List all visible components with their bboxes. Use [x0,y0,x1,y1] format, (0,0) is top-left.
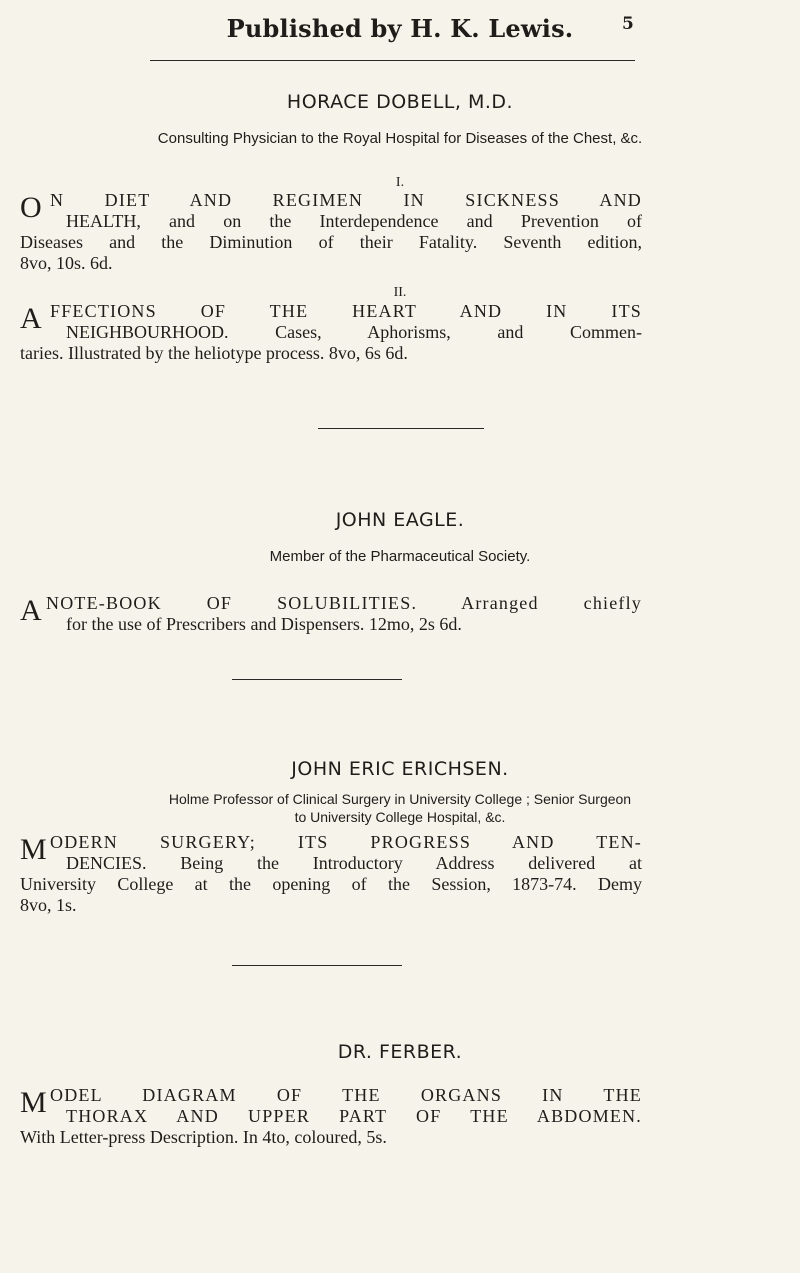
running-title: Published by H. K. Lewis. [226,14,574,43]
book-entry [20,1085,642,1148]
drop-cap: M [20,1086,47,1119]
entry-line: 8vo, 10s. 6d. [20,253,113,273]
entry-line: ODEL DIAGRAM OF THE ORGANS IN THE [50,1085,642,1105]
entry-line: DENCIES. Being the Introductory Address delivered at [66,853,642,873]
book-entry [20,301,642,364]
page-number: 5 [622,14,634,34]
entry-numeral: I. [395,175,405,190]
entry-line: N DIET AND REGIMEN IN SICKNESS AND [50,190,642,210]
section-divider [318,428,484,429]
header-rule [150,60,635,61]
entry-line: ODERN SURGERY; ITS PROGRESS AND TEN- [50,832,642,852]
entry-numeral: II. [393,285,407,300]
drop-cap: M [20,833,47,866]
entry-line: HEALTH, and on the Interdependence and Prevention of [66,211,642,231]
drop-cap: O [20,191,42,224]
author-affiliation: Consulting Physician to the Royal Hospital for Diseases of the Chest, &c. [157,130,643,147]
entry-line: THORAX AND UPPER PART OF THE ABDOMEN. [66,1106,642,1126]
book-entry [20,593,642,635]
author-heading: DR. FERBER. [337,1041,463,1063]
entry-line: With Letter-press Description. In 4to, coloured, 5s. [20,1127,387,1147]
entry-line: 8vo, 1s. [20,895,77,915]
drop-cap: A [20,594,42,627]
book-entry [20,190,642,274]
drop-cap: A [20,302,42,335]
author-heading: JOHN ERIC ERICHSEN. [291,758,509,780]
entry-line: FFECTIONS OF THE HEART AND IN ITS [50,301,642,321]
author-heading: HORACE DOBELL, M.D. [286,91,514,113]
entry-line: NEIGHBOURHOOD. Cases, Aphorisms, and Commen- [66,322,642,342]
entry-line: taries. Illustrated by the heliotype process. 8vo, 6s 6d. [20,343,408,363]
entry-line: Diseases and the Diminution of their Fatality. Seventh edition, [20,232,642,252]
author-affiliation [0,790,800,826]
section-divider [232,679,402,680]
author-affiliation: Member of the Pharmaceutical Society. [269,548,531,565]
entry-line: for the use of Prescribers and Dispensers. 12mo, 2s 6d. [66,614,462,634]
entry-line: NOTE-BOOK OF SOLUBILITIES. Arranged chiefly [46,593,642,613]
affiliation-line: Holme Professor of Clinical Surgery in University College ; Senior Surgeon [168,791,632,807]
author-heading: JOHN EAGLE. [335,509,465,531]
affiliation-line: to University College Hospital, &c. [294,809,506,825]
entry-line: University College at the opening of the Session, 1873-74. Demy [20,874,642,894]
section-divider [232,965,402,966]
book-entry [20,832,642,916]
